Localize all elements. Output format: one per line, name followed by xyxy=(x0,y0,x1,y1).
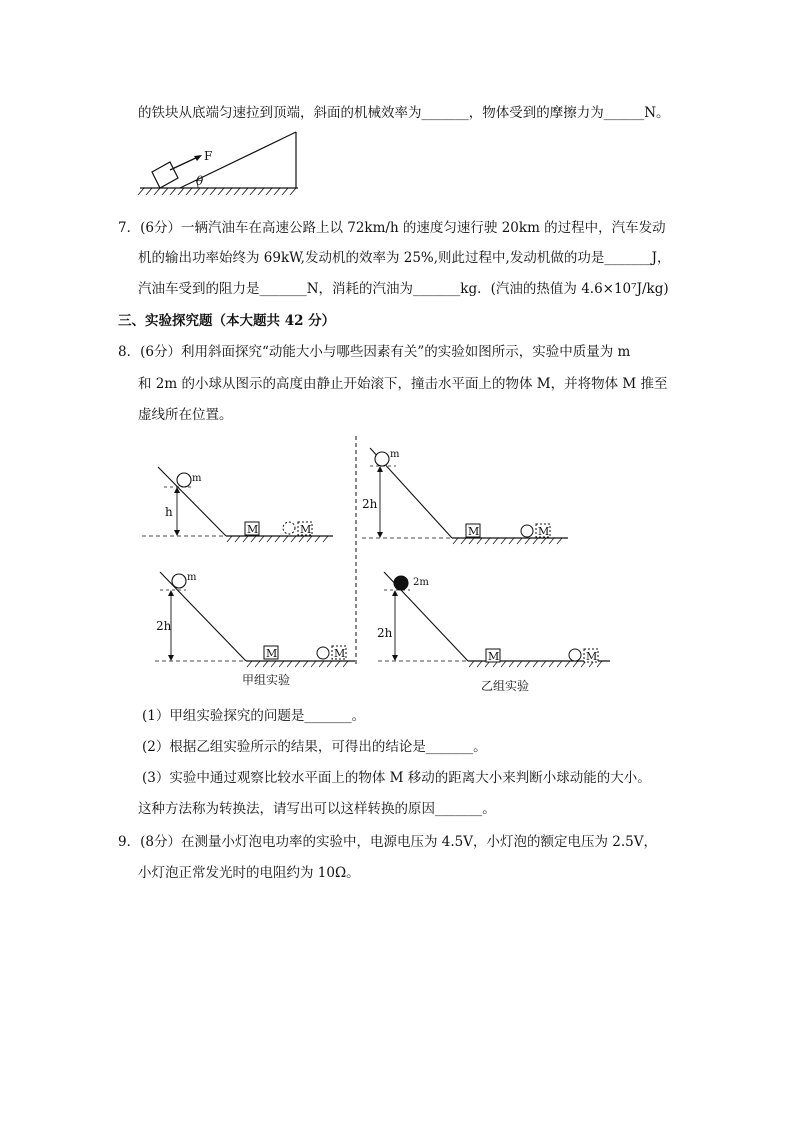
svg-text:M: M xyxy=(334,647,346,660)
section-title: 三、实验探究题（本大题共 42 分） xyxy=(118,313,336,329)
q7-line-1: 7．(6分）一辆汽油车在高速公路上以 72km/h 的速度匀速行驶 20km 的过程中，汽车发动 xyxy=(118,220,666,236)
svg-text:M: M xyxy=(266,647,278,660)
heavy-ball xyxy=(394,576,408,590)
svg-text:2h: 2h xyxy=(377,626,393,640)
q8-line-3: 虚线所在位置。 xyxy=(138,407,233,423)
q8-sub-2: (2）根据乙组实验所示的结果，可得出的结论是_______。 xyxy=(142,739,487,755)
panel-c xyxy=(155,572,355,667)
force-label: F xyxy=(204,149,213,163)
panel-d xyxy=(377,572,610,667)
svg-text:2h: 2h xyxy=(156,619,172,633)
q8-sub-3a: (3）实验中通过观察比较水平面上的物体 M 移动的距离大小来判断小球动能的大小。 xyxy=(142,770,651,786)
svg-text:m: m xyxy=(187,572,197,583)
iron-block xyxy=(152,162,178,188)
height-label: h xyxy=(165,505,173,519)
angle-label: θ xyxy=(196,174,204,188)
panel-b xyxy=(362,448,568,544)
panel-a xyxy=(142,467,333,542)
svg-text:M: M xyxy=(538,525,550,538)
q8-sub-3b: 这种方法称为转换法，请写出可以这样转换的原因_______。 xyxy=(138,801,496,817)
q9-line-2: 小灯泡正常发光时的电阻约为 10Ω。 xyxy=(138,865,360,881)
experiment-figure xyxy=(0,430,794,700)
caption-left: 甲组实验 xyxy=(242,673,291,687)
incline-figure xyxy=(138,128,318,200)
svg-text:M: M xyxy=(586,650,598,663)
q7-line-3: 汽油车受到的阻力是_______N，消耗的汽油为_______kg．(汽油的热值为 4.6×10⁷J/kg) xyxy=(138,281,669,297)
svg-text:M: M xyxy=(247,523,259,536)
q9-line-1: 9．(8分）在测量小灯泡电功率的实验中，电源电压为 4.5V，小灯泡的额定电压为 2.5V， xyxy=(118,834,657,850)
svg-text:2m: 2m xyxy=(413,577,429,588)
svg-text:M: M xyxy=(488,650,500,663)
svg-text:m: m xyxy=(390,449,400,460)
svg-text:2h: 2h xyxy=(362,497,378,511)
q7-line-2: 机的输出功率始终为 69kW,发动机的效率为 25%,则此过程中,发动机做的功是_______J， xyxy=(138,250,671,266)
ball xyxy=(177,473,191,487)
svg-text:M: M xyxy=(300,523,312,536)
q8-line-2: 和 2m 的小球从图示的高度由静止开始滚下，撞击水平面上的物体 M，并将物体 M 推至 xyxy=(138,376,668,392)
q8-sub-1: (1）甲组实验探究的问题是_______。 xyxy=(142,708,366,724)
mass-label: m xyxy=(192,473,202,484)
svg-text:M: M xyxy=(468,525,480,538)
caption-right: 乙组实验 xyxy=(481,679,530,693)
q6-text-line: 的铁块从底端匀速拉到顶端，斜面的机械效率为_______，物体受到的摩擦力为______N。 xyxy=(138,105,670,121)
q8-line-1: 8．(6分）利用斜面探究“动能大小与哪些因素有关”的实验如图所示，实验中质量为 m xyxy=(118,344,631,360)
